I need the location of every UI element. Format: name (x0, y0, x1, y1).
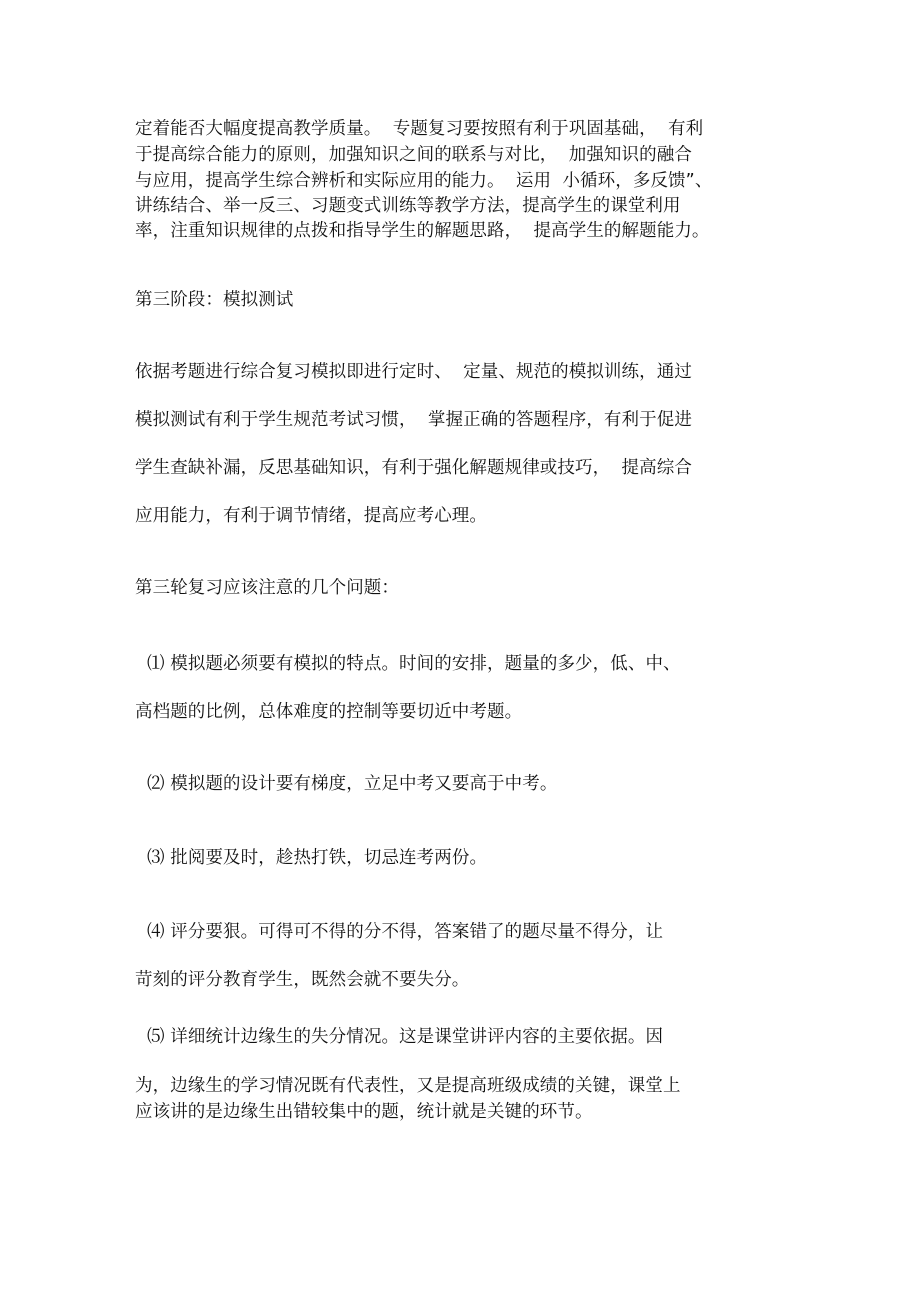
list-item: ⑸ 详细统计边缘生的失分情况。这是课堂讲评内容的主要依据。因 (147, 1027, 664, 1047)
paragraph-line: 定着能否大幅度提高教学质量。 专题复习要按照有利于巩固基础， 有利 (135, 119, 704, 139)
list-item-continuation: 高档题的比例，总体难度的控制等要切近中考题。 (135, 702, 523, 722)
paragraph-line: 于提高综合能力的原则，加强知识之间的联系与对比， 加强知识的融合 (135, 145, 692, 165)
list-item: ⑷ 评分要狠。可得可不得的分不得，答案错了的题尽量不得分，让 (147, 922, 664, 942)
paragraph-line: 与应用，提高学生综合辨析和实际应用的能力。 运用 小循环，多反馈”、 (135, 171, 713, 191)
list-item-continuation: 苛刻的评分教育学生，既然会就不要失分。 (135, 970, 470, 990)
section-heading: 第三阶段：模拟测试 (135, 290, 294, 310)
paragraph-line: 率，注重知识规律的点拨和指导学生的解题思路， 提高学生的解题能力。 (135, 221, 710, 241)
list-item-continuation: 应该讲的是边缘生出错较集中的题，统计就是关键的环节。 (135, 1102, 593, 1122)
paragraph-line: 学生查缺补漏，反思基础知识，有利于强化解题规律或技巧， 提高综合 (135, 458, 692, 478)
list-item-continuation: 为，边缘生的学习情况既有代表性，又是提高班级成绩的关键，课堂上 (135, 1076, 681, 1096)
paragraph-line: 讲练结合、举一反三、习题变式训练等教学方法，提高学生的课堂利用 (135, 196, 681, 216)
paragraph-line: 应用能力，有利于调节情绪，提高应考心理。 (135, 506, 487, 526)
list-item: ⑶ 批阅要及时，趁热打铁，切忌连考两份。 (147, 848, 488, 868)
section-heading: 第三轮复习应该注意的几个问题： (135, 578, 399, 598)
paragraph-line: 依据考题进行综合复习模拟即进行定时、 定量、规范的模拟训练，通过 (135, 362, 692, 382)
list-item: ⑵ 模拟题的设计要有梯度，立足中考又要高于中考。 (147, 774, 558, 794)
list-item: ⑴ 模拟题必须要有模拟的特点。时间的安排，题量的多少，低、中、 (147, 654, 681, 674)
paragraph-line: 模拟测试有利于学生规范考试习惯， 掌握正确的答题程序，有利于促进 (135, 410, 692, 430)
